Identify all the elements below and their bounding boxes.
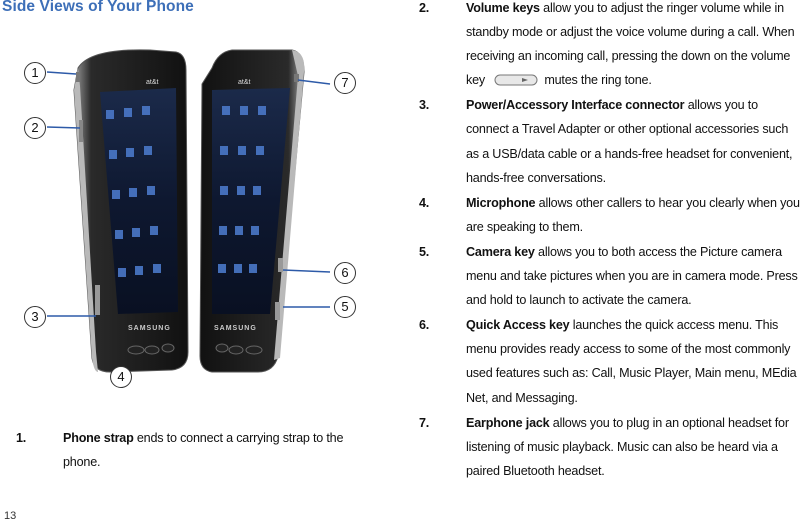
list-item-camera-key [419,240,801,312]
list-item-quick-access-key [419,313,801,409]
item-term: Quick Access key [466,318,570,333]
item-text: allow you to adjust the ringer volume while in standby mode or adjust the voice volume during a call. When receiving an incoming call, pressing the down on the volume key [466,1,795,88]
list-item-earphone-jack [419,411,801,483]
callout-3: 3 [24,306,46,328]
item-number: 2. [419,1,430,15]
item-term: Earphone jack [466,415,550,430]
right-carrier-logo: at&t [238,79,251,86]
item-number: 7. [419,415,430,430]
item-term: Power/Accessory Interface connector [466,98,685,113]
item-text-continued: mutes the ring tone. [544,73,652,88]
right-brand-logo: SAMSUNG [214,325,257,332]
item-number: 6. [419,318,430,333]
page-heading: Side Views of Your Phone [2,0,194,15]
item-term: Volume keys [466,1,540,15]
page-number: 13 [4,510,17,522]
volume-key-icon [494,73,538,87]
left-description-list [16,426,356,475]
item-number: 5. [419,244,430,259]
item-number: 4. [419,195,430,210]
left-brand-logo: SAMSUNG [128,325,171,332]
right-phone [200,50,304,372]
list-item-phone-strap [16,426,356,474]
callout-6: 6 [334,262,356,284]
phone-side-views-figure [0,30,380,400]
item-text: allows you to both access the Picture camera menu and take pictures when you are in camera mode. Press and hold to launch to activate the camera. [466,244,798,308]
list-item-power-accessory [419,93,801,189]
item-term: Camera key [466,244,535,259]
callout-5: 5 [334,296,356,318]
left-phone [74,50,188,372]
item-term: Phone strap [63,431,134,445]
item-text: ends to connect a carrying strap to the phone. [63,431,344,470]
callout-1: 1 [24,62,46,84]
callout-2: 2 [24,117,46,139]
callout-4: 4 [110,366,132,388]
callout-7: 7 [334,72,356,94]
item-text: launches the quick access menu. This menu provides ready access to some of the most commonly used features such as: Call, Music Player, Main menu, MEdia Net, and Messaging. [466,318,797,405]
item-text: allows you to plug in an optional headset for listening of music playback. Music can also be heard via a paired Bluetooth headset. [466,415,789,478]
item-text: allows you to connect a Travel Adapter or other optional accessories such as a USB/data cable or a hands-free headset for convenient, hands-free conversations. [466,98,793,185]
right-description-list [419,0,801,484]
left-carrier-logo: at&t [146,79,159,86]
list-item-volume-keys [419,0,801,92]
item-number: 3. [419,98,430,113]
item-number: 1. [16,431,27,445]
list-item-microphone [419,191,801,239]
item-text: allows other callers to hear you clearly when you are speaking to them. [466,195,800,234]
item-term: Microphone [466,195,536,210]
